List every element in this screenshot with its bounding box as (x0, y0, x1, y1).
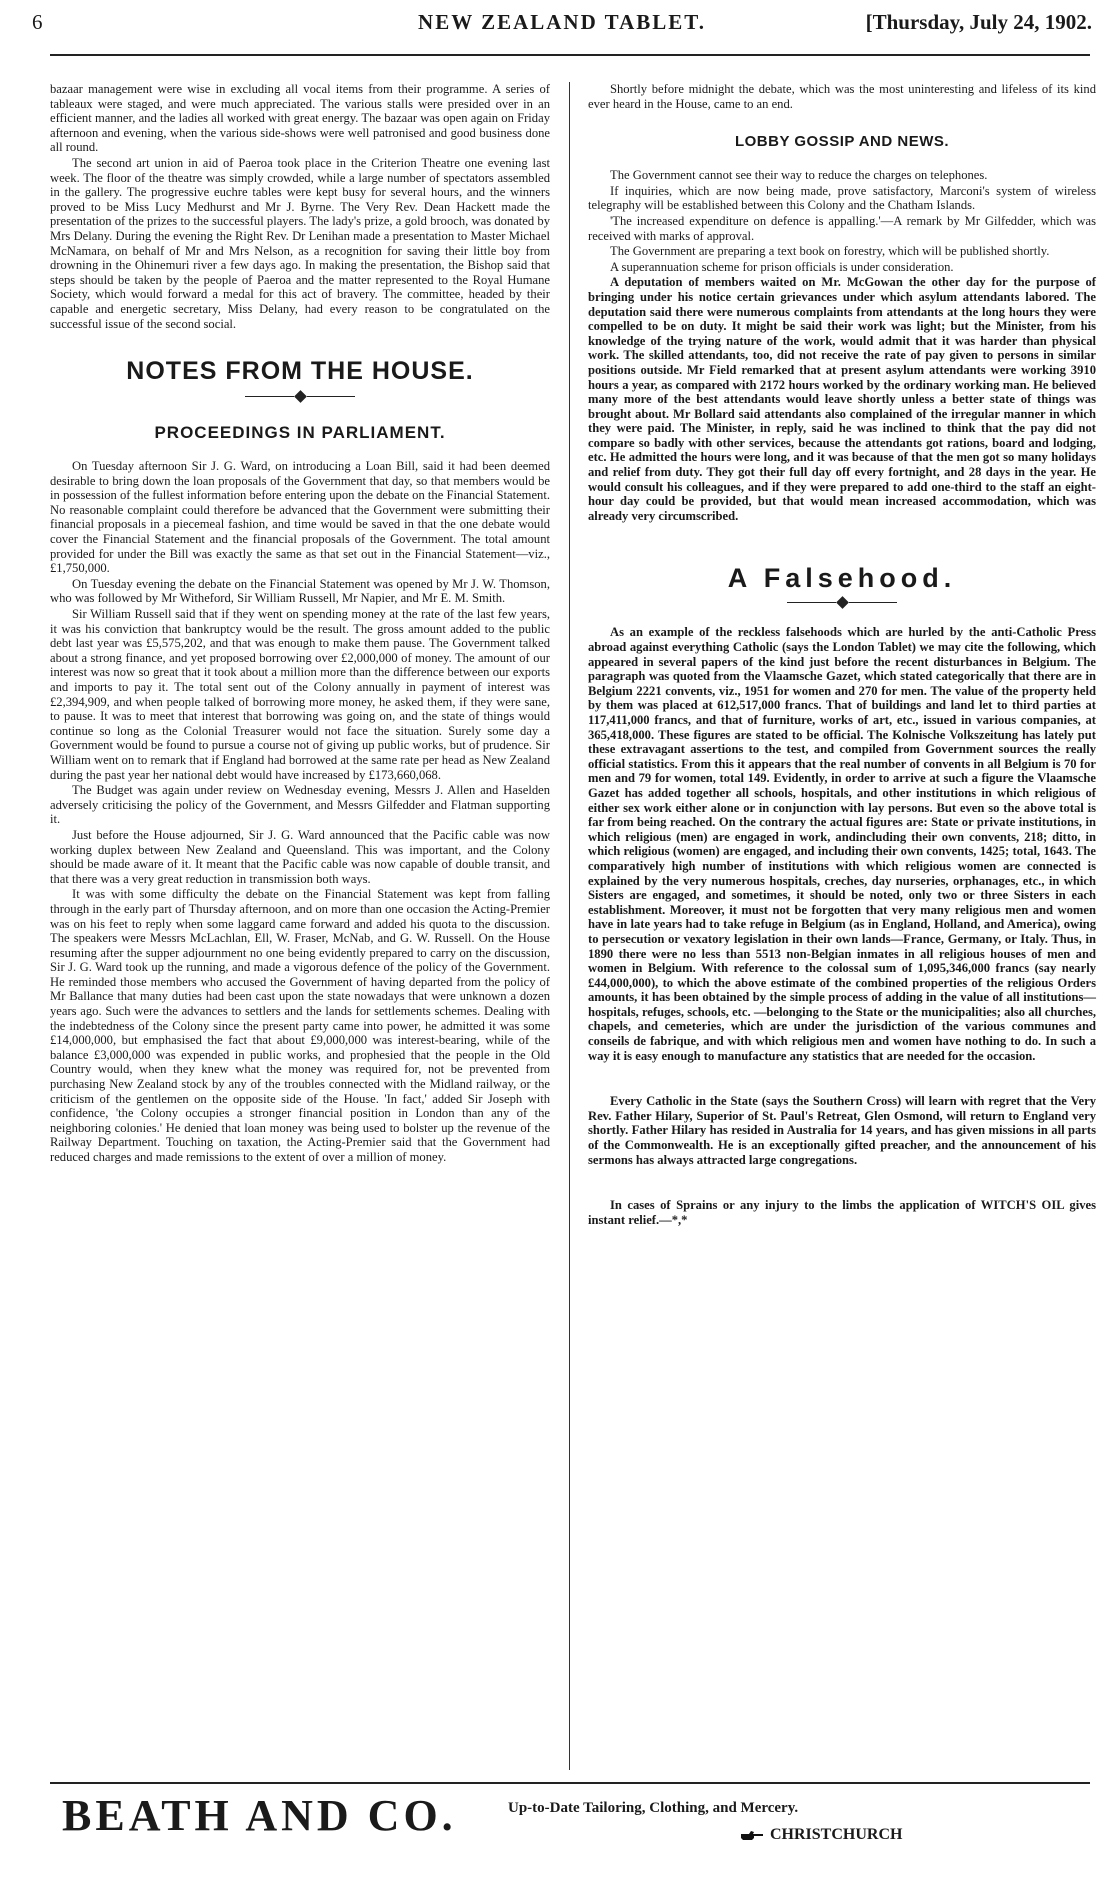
ornament-divider (787, 598, 897, 607)
parliament-paragraph: Just before the House adjourned, Sir J. G. Ward announced that the Pacific cable was now working duplex between New Zealand and Queensland. This was important, and the Colony should be made aware of it. It meant that the Pacific cable was now capable of double transit, and that there was a very great reduction in transmission both ways. (50, 827, 550, 886)
parliament-paragraph: It was with some difficulty the debate on the Financial Statement was kept from falling through in the early part of Thursday afternoon, and on more than one occasion the Acting-Premier was on his feet to reply when some laggard came forward and added his quota to the discussion. The speakers were Messrs McLachlan, Ell, W. Fraser, McNab, and G. W. Russell. On the House resuming after the supper adjournment no one being evidently prepared to carry on the discussion, Sir J. G. Ward took up the running, and made a vigorous defence of the policy of the Government. He reminded those members who accused the Government of having departed from the policy of Mr Ballance that many duties had been cast upon the state nowadays that were unknown a dozen years ago. Such were the advances to settlers and the lands for settlements schemes. Dealing with the indebtedness of the Colony since the present party came into power, he admitted it was some £14,000,000, but emphasised the fact that about £9,000,000 was interest-bearing, while of the balance £3,000,000 was expended in public works, and prophesied that the people in the Old Country would, when they knew what the money was required for, not be prevented from purchasing New Zealand stock by any of the troubles connected with the Midland railway, or the criticism of the gentlemen on the opposite side of the House. 'In fact,' added Sir Joseph with confidence, 'the Colony occupies a stronger financial position in London than any of the neighboring colonies.' He denied that loan money was being used to bolster up the revenue of the Railway Department. Touching on taxation, the Acting-Premier said that the Government had reduced charges and made remissions to the extent of over a million of money. (50, 887, 550, 1164)
lobby-item: The Government cannot see their way to reduce the charges on telephones. (610, 168, 988, 183)
parliament-paragraph: On Tuesday evening the debate on the Financial Statement was opened by Mr J. W. Thomson, who was followed by Mr Witheford, Sir William Russell, Mr Napier, and Mr E. M. Smith. (50, 576, 550, 606)
lobby-item: If inquiries, which are now being made, prove satisfactory, Marconi's system of wireless telegraphy will be established between this Colony and the Chatham Islands. (588, 183, 1096, 213)
parliament-paragraph: On Tuesday afternoon Sir J. G. Ward, on introducing a Loan Bill, said it had been deemed desirable to bring down the loan proposals of the Government that day, so that members would be in possession of the fullest information before entering upon the debate on the Financial Statement. No reasonable complaint could therefore be advanced that the Government were submitting their financial proposals in a piecemeal fashion, and time would be saved in that the one debate would cover the Financial Statement and the financial proposals of the Government. The total amount provided for under the Bill was exactly the same as that set out in the Financial Statement—viz., £1,750,000. (50, 459, 550, 576)
left-column (50, 82, 550, 1166)
bazaar-paragraph: The second art union in aid of Paeroa took place in the Criterion Theatre one evening last week. The floor of the theatre was simply crowded, while a large number of spectators assembled in the gallery. The progressive euchre tables were kept busy for several hours, and the winners proved to be Miss Lucy Medhurst and Mr J. Byrne. The Very Rev. Dean Hackett made the presentation of the prizes to the successful players. The lady's prize, a gold brooch, was donated by Mrs Delany. During the evening the Right Rev. Dr Lenihan made a presentation to Master Michael McNamara, on behalf of Mr and Mrs Nelson, as a recognition for saving their little boy from drowning in the Ohinemuri river a few days ago. In making the presentation, the Bishop said that steps should be taken by the people of Paeroa and the matter represented to the Royal Humane Society, which would forward a medal for this act of bravery. The committee, headed by their capable and energetic secretary, Miss Delany, had every reason to be congratulated on the successful issue of the second social. (50, 155, 550, 331)
advert-city-label: CHRISTCHURCH (770, 1826, 903, 1843)
column-divider (569, 82, 570, 1770)
section-title-a-falsehood: A Falsehood. (727, 563, 957, 594)
advert-brand: BEATH AND CO. (62, 1791, 457, 1840)
lobby-item: 'The increased expenditure on defence is appalling.'—A remark by Mr Gilfedder, which was received with marks of approval. (588, 213, 1096, 243)
advert-tagline: Up-to-Date Tailoring, Clothing, and Mercery. (508, 1800, 799, 1816)
falsehood-paragraph: As an example of the reckless falsehoods which are hurled by the anti-Catholic Press abroad against everything Catholic (says the London Tablet) we may cite the following, which appeared in several papers of the kind just before the recent disturbances in Belgium. The paragraph was quoted from the Vlaamsche Gazet, which stated categorically that there are in Belgium 2221 convents, viz., 1951 for women and 270 for men. The value of the property held by them was placed at 612,517,000 francs. That of buildings and land let to third parties at 117,411,000 francs, and that of furniture, works of art, etc., issued in various companies, at 365,418,000. These figures are stated to be official. The Kolnische Volkszeitung has lately put these extravagant assertions to the test, and compiled from Government sources the really official statistics. From this it appears that the real number of convents in all Belgium is 70 for men and 79 for women, total 149. Evidently, in order to arrive at such a figure the Vlaamsche Gazet has added together all schools, hospitals, and other institutions in which religious of either sex work either alone or in conjunction with lay persons. But even so the above total is far from being reached. On the contrary the actual figures are: State or private institutions, in which religious (men) are engaged in work, andincluding their own convents, 218; ditto, in which religious (women) are engaged, and including their own convents, 1425; total, 1643. The comparatively high number of institutions with which religious women are connected is explained by the very numerous hospitals, creches, day nurseries, orphanages, etc., in which Sisters are engaged, and sometimes, it should be noted, only two or three Sisters in each establishment. Moreover, it must not be forgotten that very many religious men and women have in late years had to take refuge in Belgium (as in England, Holland, and America), owing to persecution or vexatory legislation in their own lands—France, Germany, or Italy. Thus, in 1890 there were no less than 5513 non-Belgian inmates in all religious houses of men and women in Belgium. With reference to the colossal sum of 1,095,346,000 francs (say nearly £44,000,000), to which the above estimate of the combined properties of the religious Orders amounts, it has been obtained by the simple process of adding in the value of all institutions—hospitals, refuges, schools, etc. —belonging to the State or the municipalities; also all churches, chapels, and cemeteries, which are under the jurisdiction of the various communes and conseils de fabrique, and with which religious men and women have nothing to do. In such a way it is easy enough to manufacture any statistics that are needed for the occasion. (588, 625, 1096, 1063)
ornament-divider (245, 392, 355, 401)
lobby-item: The Government are preparing a text book on forestry, which will be published shortly. (610, 244, 1050, 259)
section-title-lobby-gossip: LOBBY GOSSIP AND NEWS. (734, 133, 950, 151)
header-rule (50, 54, 1090, 56)
bazaar-paragraph: bazaar management were wise in excluding all vocal items from their programme. A series of tableaux were staged, and were much appreciated. The various stalls were presided over in an efficient manner, and the ladies all worked with great energy. The bazaar was open again on Friday afternoon and evening, when the various side-shows were well patronised and good business done all round. (50, 82, 550, 155)
dateline: [Thursday, July 24, 1902. (865, 10, 1092, 34)
advert-city (740, 1826, 902, 1844)
parliament-paragraph: Sir William Russell said that if they went on spending money at the rate of the last few years, it was his conviction that bankruptcy would be the result. The gross amount added to the public debt last year was £5,575,202, and that was enough to make them pause. The Government talked about a strong finance, and yet proposed borrowing over £2,000,000 of money. The amount of our interest was now so great that it took about a million more than the difference between our exports and imports to pay it. The total sent out of the Colony annually in payment of interest was £2,394,909, and when people talked of borrowing more money, he asked them, if they were sane, to pause. It was to meet that interest that borrowing was going on, and the state of things would continue so long as the Colonial Treasurer would not face the situation. Surely some day a Government would be found to pursue a course not of giving up public works, but of prudence. Sir William went on to remark that if England had borrowed at the same rate per head as New Zealand during the past year her national debt would have increased by £173,660,068. (50, 607, 550, 782)
right-column (588, 82, 1096, 1228)
page-number: 6 (32, 10, 43, 34)
pointing-hand-icon (740, 1830, 764, 1841)
parliament-paragraph: The Budget was again under review on Wednesday evening, Messrs J. Allen and Haselden adversely criticising the policy of the Government, and Messrs Gilfedder and Flatman supporting it. (50, 783, 550, 827)
lobby-item-deputation: A deputation of members waited on Mr. McGowan the other day for the purpose of bringing under his notice certain grievances under which asylum attendants labored. The deputation said there were numerous complaints from attendants at the long hours they were compelled to be on duty. It might be said their work was light; but the Minister, from his knowledge of the trying nature of the work, would admit that it was harder than physical work. The skilled attendants, too, did not receive the rate of pay given to persons in similar positions outside. Mr Field remarked that at present asylum attendants were working 3910 hours a year, as compared with 2172 hours worked by the ordinary working man. He believed many more of the best attendants would leave shortly unless a better state of things was brought about. Mr Bollard said attendants also complained of the irregular manner in which they were paid. The Minister, in reply, said he was inclined to think that the pay did not compare so badly with other services, because the attendants got rations, board and lodging, etc. He admitted the hours were long, and it was because of that the men got so many holidays and relief from duty. They got their full day off every fortnight, and 28 days in the year. He would consult his colleagues, and if they were prepared to add one-third to the staff an eight-hour day could be provided, but that would mean increased accommodation, which was already very circumscribed. (588, 275, 1096, 523)
paper-title: NEW ZEALAND TABLET. (418, 10, 706, 34)
subsection-title-proceedings: PROCEEDINGS IN PARLIAMENT. (154, 423, 446, 443)
footer-rule (50, 1782, 1090, 1784)
lobby-item: A superannuation scheme for prison officials is under consideration. (610, 259, 954, 274)
debate-closing-paragraph: Shortly before midnight the debate, which was the most uninteresting and lifeless of its kind ever heard in the House, came to an end. (588, 82, 1096, 111)
page-header (32, 10, 1092, 50)
father-hilary-paragraph: Every Catholic in the State (says the Southern Cross) will learn with regret that the Very Rev. Father Hilary, Superior of St. Paul's Retreat, Glen Osmond, will return to England very shortly. Father Hilary has resided in Australia for 14 years, and has given missions in all parts of the Commonwealth. He is an exceptionally gifted preacher, and the announcement of his sermons has always attracted large congregations. (588, 1094, 1096, 1167)
section-title-notes-from-the-house: NOTES FROM THE HOUSE. (126, 357, 474, 386)
witchs-oil-advert: In cases of Sprains or any injury to the limbs the application of WITCH'S OIL gives instant relief.—*,* (588, 1198, 1096, 1227)
